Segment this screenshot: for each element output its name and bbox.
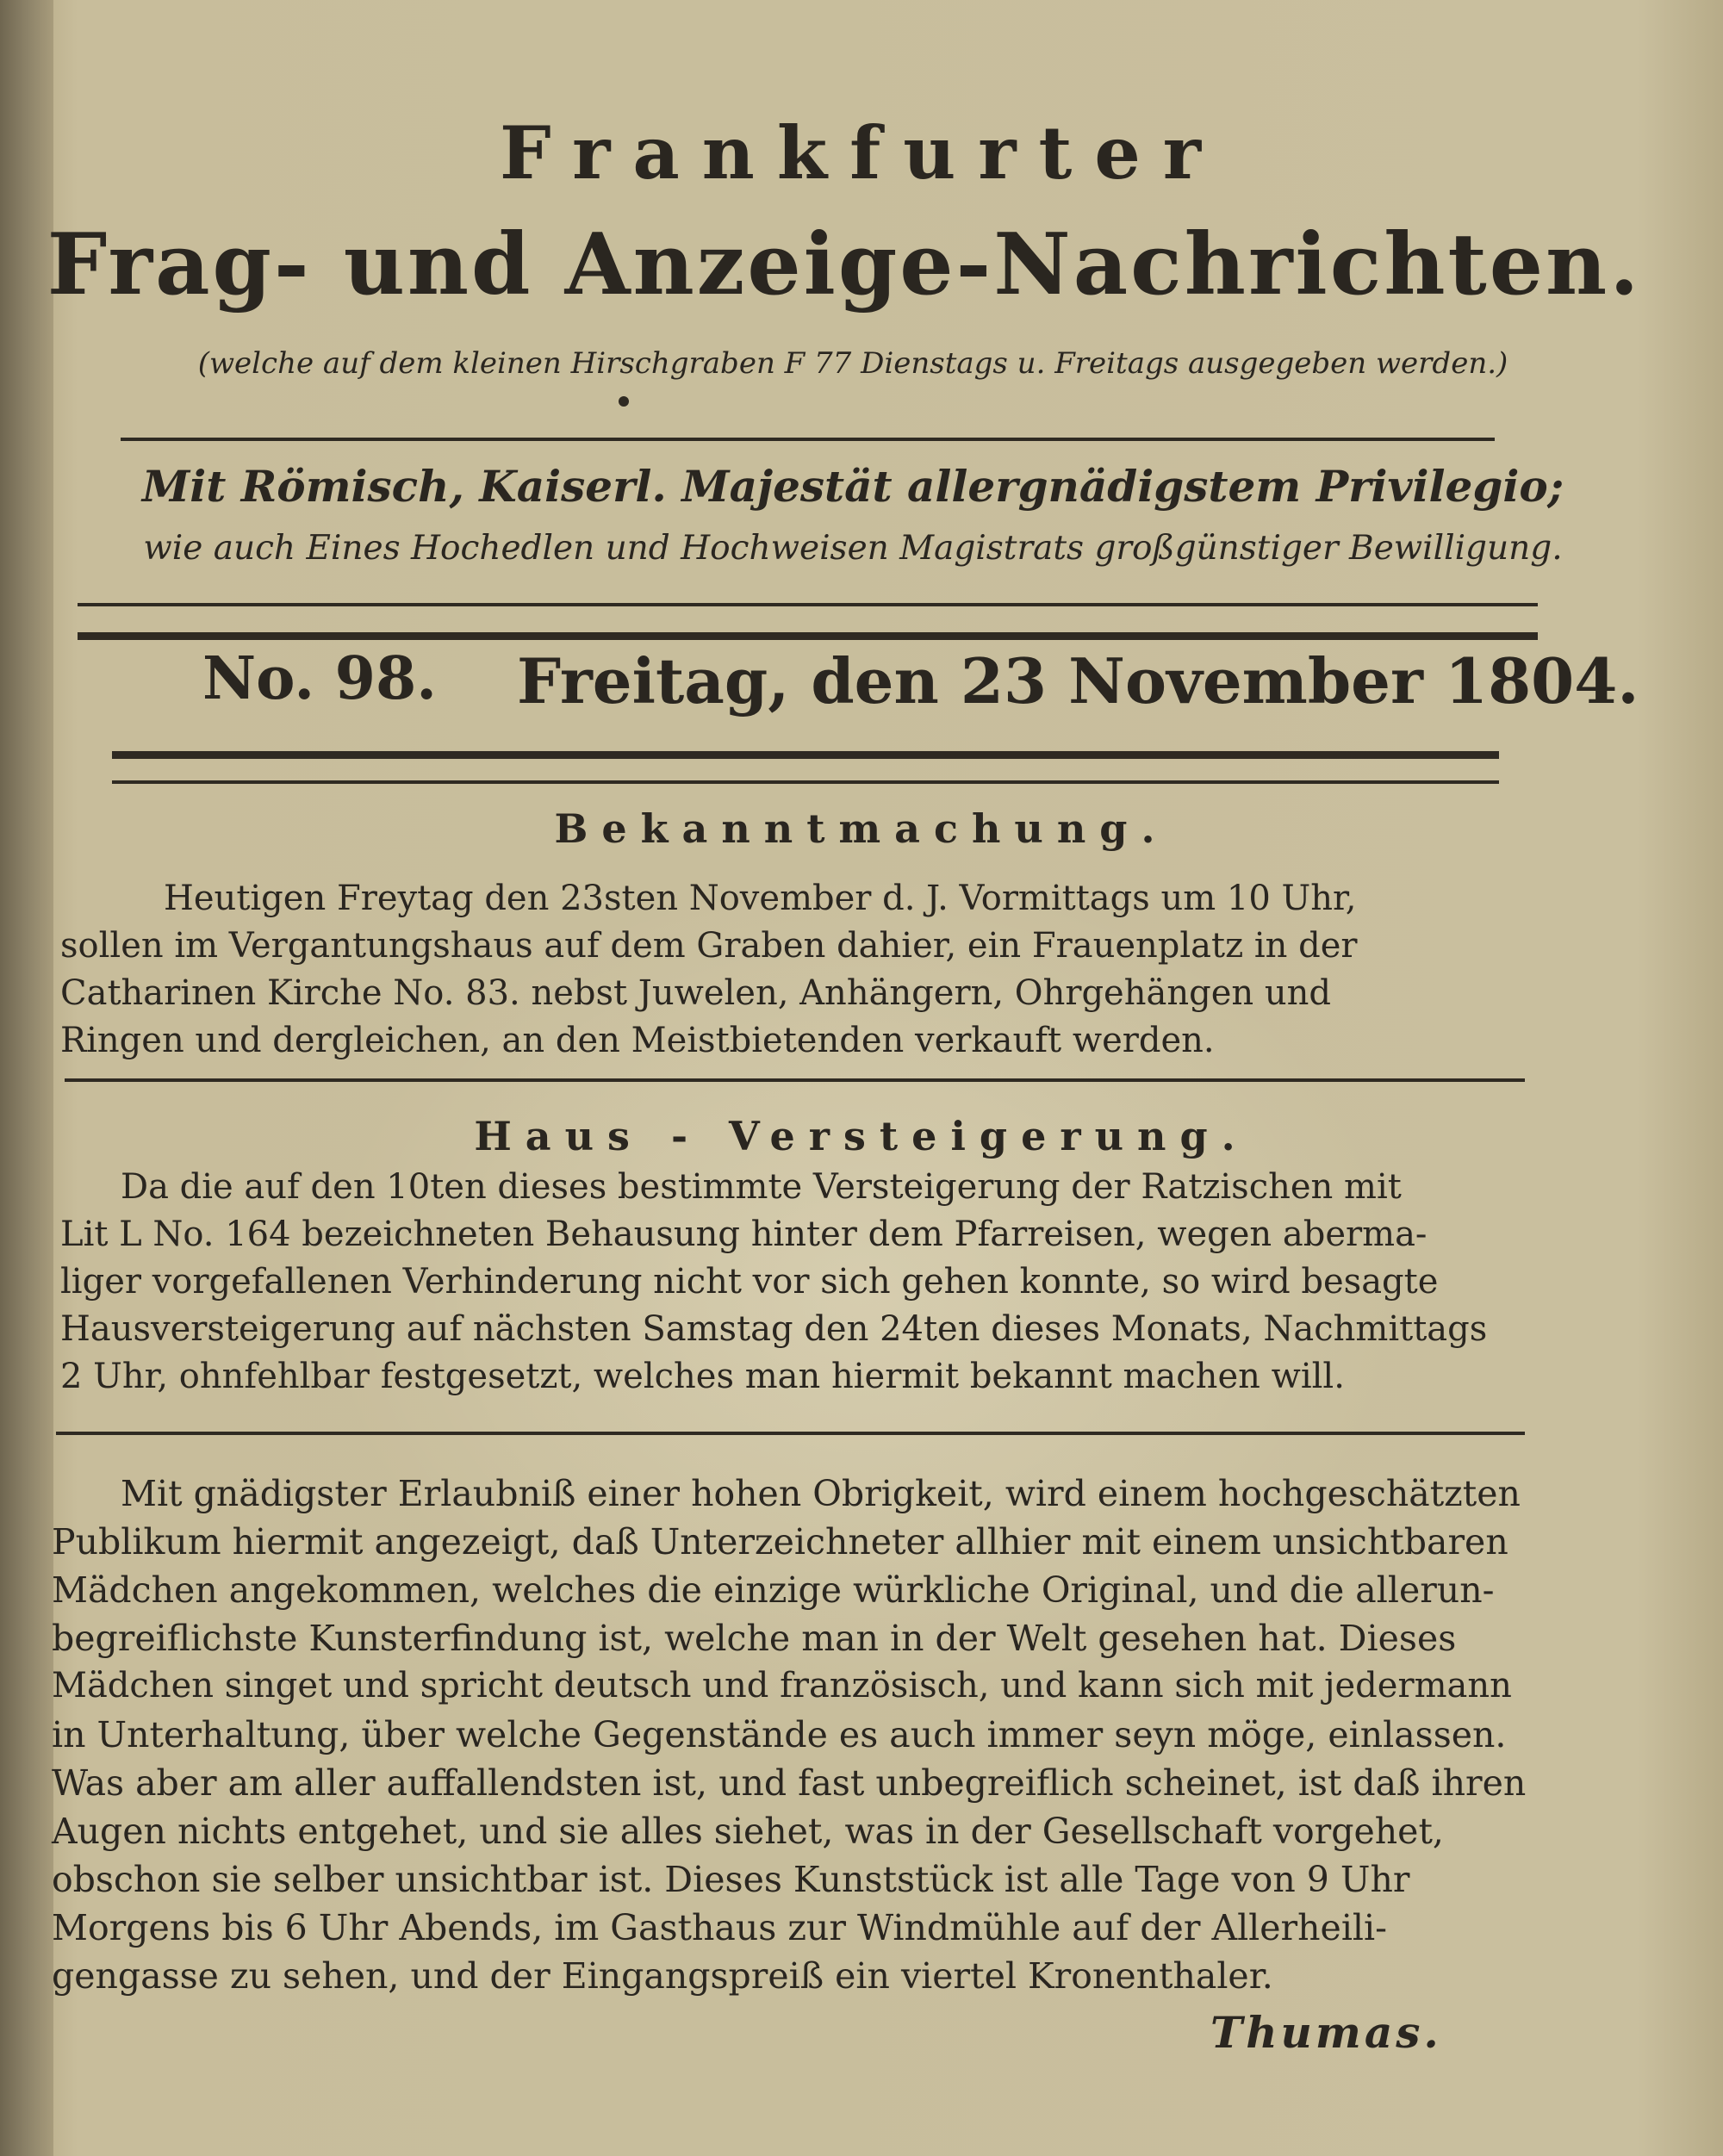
notice-2-heading: Haus - Versteigerung.: [474, 1113, 1249, 1159]
binding-gutter: [0, 0, 53, 2156]
separator-rule-1: [65, 1078, 1525, 1082]
notice-3-line: Augen nichts entgehet, und sie alles siehet, was in der Gesellschaft vorgehet,: [52, 1811, 1444, 1852]
masthead-title: Frankfurter: [499, 110, 1224, 196]
notice-2-line: liger vorgefallenen Verhinderung nicht vor sich gehen konnte, so wird besagte: [60, 1262, 1439, 1302]
notice-3-line: Mit gnädigster Erlaubniß einer hohen Obrigkeit, wird einem hochgeschätzten: [121, 1473, 1521, 1514]
double-rule-top-thick: [78, 632, 1538, 640]
ornament-dot: [619, 396, 629, 407]
notice-1-line: Catharinen Kirche No. 83. nebst Juwelen, Anhängern, Ohrgehängen und: [60, 973, 1331, 1013]
issue-number: No. 98.: [202, 644, 437, 713]
double-rule-issue: [112, 751, 1499, 759]
notice-3-line: obschon sie selber unsichtbar ist. Dieses Kunststück ist alle Tage von 9 Uhr: [52, 1859, 1410, 1900]
privilege-line-2: wie auch Eines Hochedlen und Hochweisen Magistrats großgünstiger Bewilligung.: [143, 529, 1563, 568]
notice-3-line: Mädchen singet und spricht deutsch und französisch, und kann sich mit jedermann: [52, 1666, 1512, 1706]
separator-rule-2: [56, 1432, 1525, 1435]
notice-3-line: Mädchen angekommen, welches die einzige würkliche Original, und die allerun-: [52, 1569, 1495, 1611]
notice-3-line: Morgens bis 6 Uhr Abends, im Gasthaus zur Windmühle auf der Allerheili-: [52, 1907, 1388, 1948]
notice-1-line: Ringen und dergleichen, an den Meistbietenden verkauft werden.: [60, 1021, 1215, 1060]
notice-3-line: gengasse zu sehen, und der Eingangspreiß ein viertel Kronenthaler.: [52, 1955, 1273, 1997]
notice-3-line: in Unterhaltung, über welche Gegenstände es auch immer seyn möge, einlassen.: [52, 1714, 1507, 1755]
notice-3-line: Publikum hiermit angezeigt, daß Unterzeichneter allhier mit einem unsichtbaren: [52, 1521, 1508, 1563]
notice-3-line: begreiflichste Kunsterfindung ist, welche man in der Welt gesehen hat. Dieses: [52, 1618, 1457, 1659]
issue-date: Freitag, den 23 November 1804.: [517, 644, 1639, 718]
notice-1-line: sollen im Vergantungshaus auf dem Graben dahier, ein Frauenplatz in der: [60, 926, 1358, 966]
notice-1-heading: Bekanntmachung.: [554, 805, 1169, 852]
masthead-note: (welche auf dem kleinen Hirschgraben F 77 Dienstags u. Freitags ausgegeben werden.): [197, 346, 1508, 381]
notice-3-line: Was aber am aller auffallendsten ist, und fast unbegreiflich scheinet, ist daß ihren: [52, 1762, 1527, 1804]
notice-2-line: Hausversteigerung auf nächsten Samstag den 24ten dieses Monats, Nachmittags: [60, 1309, 1488, 1349]
double-rule-top: [78, 603, 1538, 606]
notice-2-line: Da die auf den 10ten dieses bestimmte Versteigerung der Ratzischen mit: [121, 1167, 1402, 1207]
privilege-line-1: Mit Römisch, Kaiserl. Majestät allergnädigstem Privilegio;: [141, 461, 1564, 512]
signature: Thumas.: [1210, 2007, 1442, 2058]
rule-under-masthead: [121, 438, 1495, 441]
notice-1-line: Heutigen Freytag den 23sten November d. J. Vormittags um 10 Uhr,: [164, 879, 1357, 918]
double-rule-issue-thin: [112, 780, 1499, 784]
masthead-subtitle: Frag- und Anzeige-Nachrichten.: [47, 215, 1642, 314]
notice-2-line: Lit L No. 164 bezeichneten Behausung hinter dem Pfarreisen, wegen aberma-: [60, 1215, 1428, 1254]
notice-2-line: 2 Uhr, ohnfehlbar festgesetzt, welches man hiermit bekannt machen will.: [60, 1357, 1345, 1396]
